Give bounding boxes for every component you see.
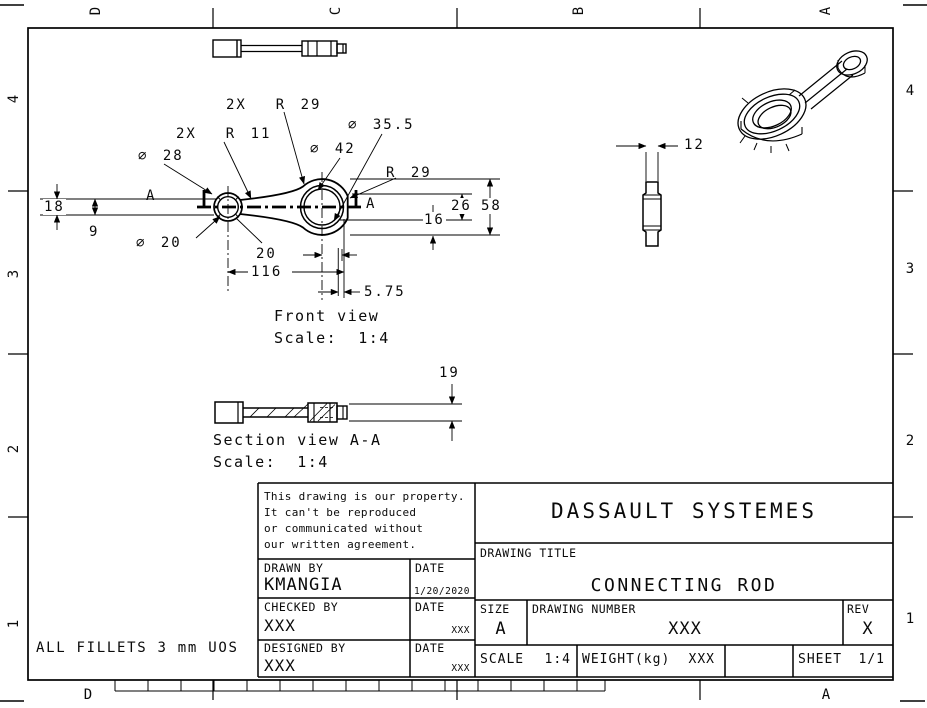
dim-dia-42: ⌀ 42 (310, 141, 356, 157)
zone-col-top-b: B (571, 6, 587, 16)
general-note: ALL FILLETS 3 mm UOS (36, 640, 239, 656)
zone-col-top-a: A (818, 6, 834, 16)
size-value: A (495, 619, 507, 639)
cut-label-a-left: A (146, 188, 157, 204)
dim-dia-35-5: ⌀ 35.5 (348, 117, 415, 133)
dim-12: 12 (684, 137, 705, 153)
zone-col-top-d: D (88, 6, 104, 16)
zone-col-top-c: C (328, 6, 344, 16)
zone-row-right-3: 3 (905, 261, 915, 277)
sheet-value: 1/1 (858, 652, 885, 667)
rev-label: REV (847, 602, 870, 616)
zone-row-right-1: 1 (905, 611, 915, 627)
designed-date-label: DATE (415, 641, 445, 655)
rev-value: X (862, 619, 874, 639)
drawing-title-value: CONNECTING ROD (590, 575, 778, 596)
drawn-date-label: DATE (415, 561, 445, 575)
weight-label: WEIGHT(kg) (582, 652, 671, 667)
checked-by-value: XXX (264, 616, 296, 635)
zone-row-right-4: 4 (905, 83, 915, 99)
dim-26: 26 (451, 198, 472, 214)
scale-value: 1:4 (544, 652, 571, 667)
scale-label: SCALE (480, 652, 525, 667)
drawing-number-label: DRAWING NUMBER (532, 602, 636, 616)
size-label: SIZE (480, 602, 510, 616)
front-view-title: Front view (274, 307, 380, 325)
dim-dia-20: ⌀ 20 (136, 235, 182, 251)
checked-date-value: XXX (451, 625, 470, 636)
dim-16: 16 (424, 212, 445, 228)
dim-19: 19 (439, 365, 460, 381)
dim-2x-r29: 2X R 29 (226, 97, 322, 113)
dim-2x-r11: 2X R 11 (176, 126, 272, 142)
dim-18: 18 (44, 199, 65, 215)
checked-date-label: DATE (415, 600, 445, 614)
isometric-view (730, 46, 871, 153)
section-view-scale: Scale: 1:4 (213, 453, 329, 471)
front-view-scale: Scale: 1:4 (274, 329, 390, 347)
dim-dia-28: ⌀ 28 (138, 148, 184, 164)
zone-col-bottom-a: A (821, 687, 831, 703)
dim-20: 20 (256, 246, 277, 262)
company-name: DASSAULT SYSTEMES (551, 499, 817, 523)
sheet-label: SHEET (798, 652, 843, 667)
zone-row-right-2: 2 (905, 433, 915, 449)
designed-by-value: XXX (264, 656, 296, 675)
dim-116: 116 (251, 264, 283, 280)
drawn-by-label: DRAWN BY (264, 561, 324, 575)
checked-by-label: CHECKED BY (264, 600, 339, 614)
section-view-title: Section view A-A (213, 431, 382, 449)
dim-9: 9 (89, 224, 100, 240)
side-view (616, 146, 678, 246)
designed-by-label: DESIGNED BY (264, 641, 346, 655)
drawn-by-value: KMANGIA (264, 575, 343, 595)
drawing-title-label: DRAWING TITLE (480, 546, 577, 560)
zone-col-bottom-d: D (83, 687, 93, 703)
weight-value: XXX (688, 652, 715, 667)
top-view (213, 40, 346, 57)
zone-row-left-2: 2 (6, 444, 22, 454)
drawing-number-value: XXX (668, 619, 702, 639)
zone-row-left-3: 3 (6, 269, 22, 279)
zone-row-left-1: 1 (6, 619, 22, 629)
dim-58: 58 (481, 198, 502, 214)
cut-label-a-right: A (366, 196, 377, 212)
dim-5-75: 5.75 (364, 284, 406, 300)
drawn-date-value: 1/20/2020 (414, 586, 470, 597)
dim-r29: R 29 (386, 165, 432, 181)
property-note: This drawing is our property. It can't be reproduced or communicated without our written agreement. (264, 490, 465, 551)
designed-date-value: XXX (451, 663, 470, 674)
zone-row-left-4: 4 (6, 94, 22, 104)
